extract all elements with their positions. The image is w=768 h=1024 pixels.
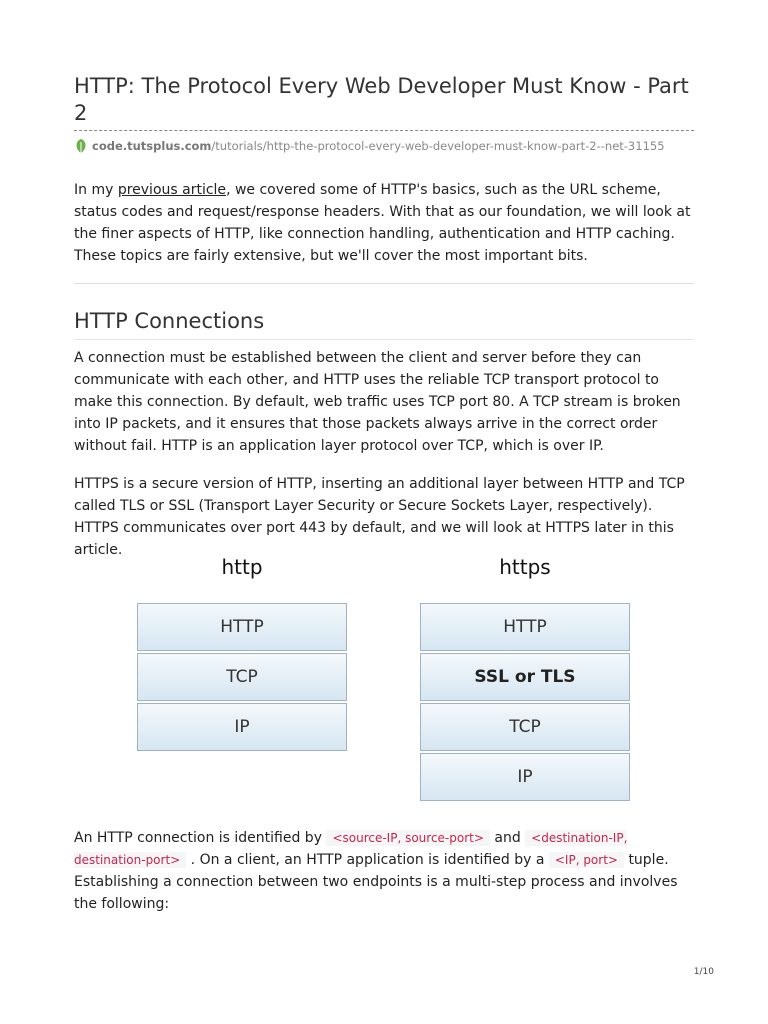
https-stack-label: https bbox=[499, 555, 551, 579]
destination-ip-code: <destination-IP, destination-port> bbox=[74, 831, 628, 867]
https-stack bbox=[420, 603, 630, 803]
identified-text-4: tuple. Establishing a connection between two endpoints is a multi-step process and involves the following: bbox=[74, 852, 678, 912]
page-number: 1/10 bbox=[693, 967, 714, 977]
https-layer-tcp: TCP bbox=[420, 703, 630, 751]
intro-paragraph bbox=[74, 179, 694, 267]
identified-text-3: . On a client, an HTTP application is identified by a bbox=[190, 852, 545, 868]
heading-underline bbox=[74, 339, 694, 340]
identified-text-1: An HTTP connection is identified by bbox=[74, 830, 322, 846]
ip-port-code: <IP, port> bbox=[549, 852, 624, 868]
https-paragraph: HTTPS is a secure version of HTTP, inserting an additional layer between HTTP and TCP called TLS or SSL (Transport Layer Security or Secure Sockets Layer, respectively). HTTPS communicates over port 443 by default, and we will look at HTTPS later in this article. bbox=[74, 476, 685, 558]
source-ip-code: <source-IP, source-port> bbox=[326, 830, 489, 846]
http-stack-label: http bbox=[221, 555, 263, 579]
connection-identified-paragraph bbox=[74, 827, 694, 915]
section-divider bbox=[74, 283, 694, 284]
https-layer-ip: IP bbox=[420, 753, 630, 801]
section-heading: HTTP Connections bbox=[74, 309, 265, 333]
leaf-icon bbox=[74, 138, 88, 154]
intro-rest: , we covered some of HTTP's basics, such as the URL scheme, status codes and request/response headers. With that as our foundation, we will look at the finer aspects of HTTP, like connection handling, authentication and HTTP caching. These topics are fairly extensive, but we'll cover the most important bits. bbox=[74, 182, 691, 264]
connection-paragraph: A connection must be established between the client and server before they can communicate with each other, and HTTP uses the reliable TCP transport protocol to make this connection. By default, web traffic uses TCP port 80. A TCP stream is broken into IP packets, and it ensures that those packets always arrive in the correct order without fail. HTTP is an application layer protocol over TCP, which is over IP. bbox=[74, 350, 681, 454]
https-layer-ssl-tls: SSL or TLS bbox=[420, 653, 630, 701]
intro-prefix: In my bbox=[74, 182, 114, 198]
http-stack bbox=[137, 603, 347, 753]
https-layer-http: HTTP bbox=[420, 603, 630, 651]
page-title: HTTP: The Protocol Every Web Developer Must Know - Part 2 bbox=[74, 74, 689, 125]
http-layer-ip: IP bbox=[137, 703, 347, 751]
source-path: /tutorials/http-the-protocol-every-web-developer-must-know-part-2--net-31155 bbox=[211, 139, 665, 153]
identified-text-2: and bbox=[494, 830, 521, 846]
source-url[interactable] bbox=[74, 138, 714, 154]
source-domain: code.tutsplus.com bbox=[92, 139, 212, 153]
title-divider bbox=[74, 130, 694, 131]
previous-article-link[interactable]: previous article bbox=[117, 182, 227, 198]
http-layer-http: HTTP bbox=[137, 603, 347, 651]
http-layer-tcp: TCP bbox=[137, 653, 347, 701]
